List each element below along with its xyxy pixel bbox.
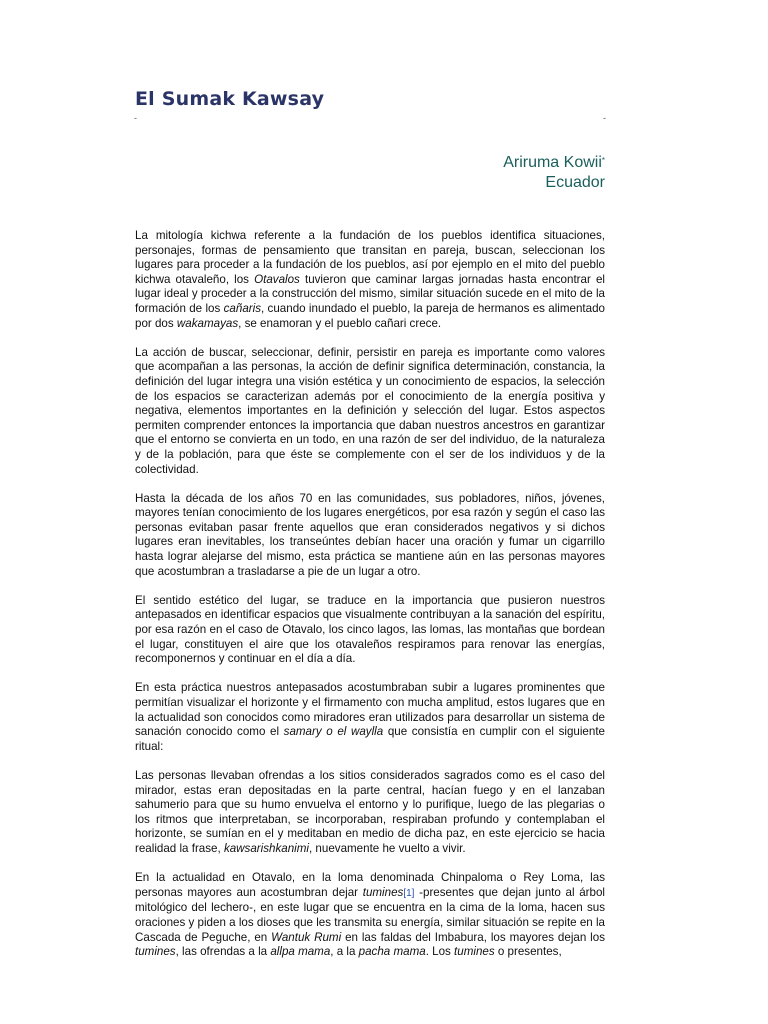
text-run: En esta práctica nuestros antepasados acostumbraban subir a lugares prominentes que permitían visualizar el horizonte y el firmamento con mucha amplitud, estos lugares que en la actualidad son conocidos como miradores eran utilizados para desarrollar un sistema de sanación conocido como el (135, 681, 605, 739)
footnote-link[interactable]: [1] (403, 887, 415, 899)
italic-term: kawsarishkanimi (223, 841, 309, 855)
text-run: Hasta la década de los años 70 en las comunidades, sus pobladores, niños, jóvenes, mayores tenían conocimiento de los lugares energéticos, por esa razón y según el caso las personas evitaban pasar frente aquellos que eran considerados negativos y si dichos lugares eran inevitables, los transeúntes debían hacer una oración y fumar un cigarrillo hasta lograr alejarse del mismo, esta práctica se mantiene aún en las personas mayores que acostumbran a trasladarse a pie de un lugar a otro. (135, 491, 605, 578)
text-run: tuvieron que caminar largas jornadas hasta encontrar el lugar ideal y proceder a la construcción del mismo, similar situación sucede en el mito de la formación de los (135, 272, 605, 315)
body-paragraph (135, 871, 605, 960)
italic-term: cañaris (223, 301, 261, 315)
author-country: Ecuador (545, 174, 605, 191)
author-block (503, 151, 605, 193)
author-name: Ariruma Kowii (503, 154, 602, 171)
italic-term: pacha mama (358, 945, 426, 959)
rule-mark-right: - (603, 113, 606, 123)
text-run: La mitología kichwa referente a la fundación de los pueblos identifica situaciones, personajes, formas de pensamiento que transitan en pareja, buscan, seleccionan los lugares para proceder a la fundación de los pueblos, así por ejemplo en el mito del pueblo kichwa otavaleño, los (135, 229, 605, 286)
text-run: -presentes que dejan junto al árbol mitológico del lechero-, en este lugar que se encuentra en la cima de la loma, hacen sus oraciones y piden a los dioses que les transmita su energía, similar situación se repite en la Cascada de Peguche, en (135, 885, 605, 944)
text-run: , nuevamente he vuelto a vivir. (308, 841, 466, 855)
body-paragraph (135, 492, 605, 580)
author-footnote-marker: * (601, 156, 605, 165)
italic-term: Otavalos (254, 272, 300, 286)
italic-term: wakamayas (176, 316, 239, 330)
body-paragraph (135, 681, 605, 754)
italic-term: allpa mama (270, 945, 331, 959)
text-run: El sentido estético del lugar, se traduce en la importancia que pusieron nuestros antepasados en identificar espacios que visualmente contribuyan a la sanación del espíritu, por esa razón en el caso de Otavalo, los cinco lagos, las lomas, las montañas que bordean el lugar, constituyen el aire que los otavaleños respiramos para renovar las energías, recomponernos y continuar en el día a día. (135, 593, 605, 666)
text-run: , las ofrendas a la (175, 945, 271, 959)
body-paragraph (135, 346, 605, 477)
italic-term: tumines (362, 885, 404, 899)
text-run: , cuando inundado el pueblo, la pareja de hermanos es alimentado por dos (135, 301, 605, 330)
italic-term: tumines (454, 945, 495, 959)
text-run: . Los (425, 945, 455, 959)
text-run: Las personas llevaban ofrendas a los sitios considerados sagrados como es el caso del mirador, estas eran depositadas en la parte central, hacían fuego y en el lanzaban sahumerio para que su humo envuelva el entorno y lo purifique, luego de las plegarias o los ritmos que interpretaban, se incorporaban, respiraban profundo y contemplaban el horizonte, se sumían en el y meditaban en medio de dicha paz, en este ejercicio se hacia realidad la frase, (135, 768, 605, 855)
italic-term: samary o el waylla (283, 725, 384, 739)
document-title: El Sumak Kawsay (135, 88, 325, 110)
text-run: La acción de buscar, seleccionar, definir, persistir en pareja es importante como valores que acompañan a las personas, la acción de definir significa determinación, constancia, la definición del lugar integra una visión estética y un conocimiento de espacios, la selección de los espacios se caracterizan además por el conocimiento de la energía positiva y negativa, elementos importantes en la definición y selección del lugar. Estos aspectos permiten comprender entonces la importancia que daban nuestros ancestros en garantizar que el entorno se convierta en un todo, en una razón de ser del individuo, de la naturaleza y de la población, para que éste se complemente con el ser de los individuos y de la colectividad. (135, 345, 605, 476)
rule-mark-left: - (134, 113, 137, 123)
text-run: en las faldas del Imbabura, los mayores dejan los (341, 930, 605, 944)
text-run: , se enamoran y el pueblo cañari crece. (238, 316, 442, 330)
italic-term: tumines (135, 945, 176, 959)
body-paragraph (135, 229, 605, 331)
italic-term: Wantuk Rumi (271, 930, 342, 944)
body-paragraph (135, 594, 605, 667)
text-run: o presentes, (494, 945, 562, 959)
author-name-line (503, 151, 605, 173)
text-run: En la actualidad en Otavalo, en la loma denominada Chinpaloma o Rey Loma, las personas mayores aun acostumbran dejar (135, 871, 605, 899)
text-run: , a la (330, 945, 359, 959)
body-paragraph (135, 769, 605, 857)
article-body (135, 229, 605, 974)
text-run: que consistía en cumplir con el siguiente ritual: (135, 725, 605, 753)
